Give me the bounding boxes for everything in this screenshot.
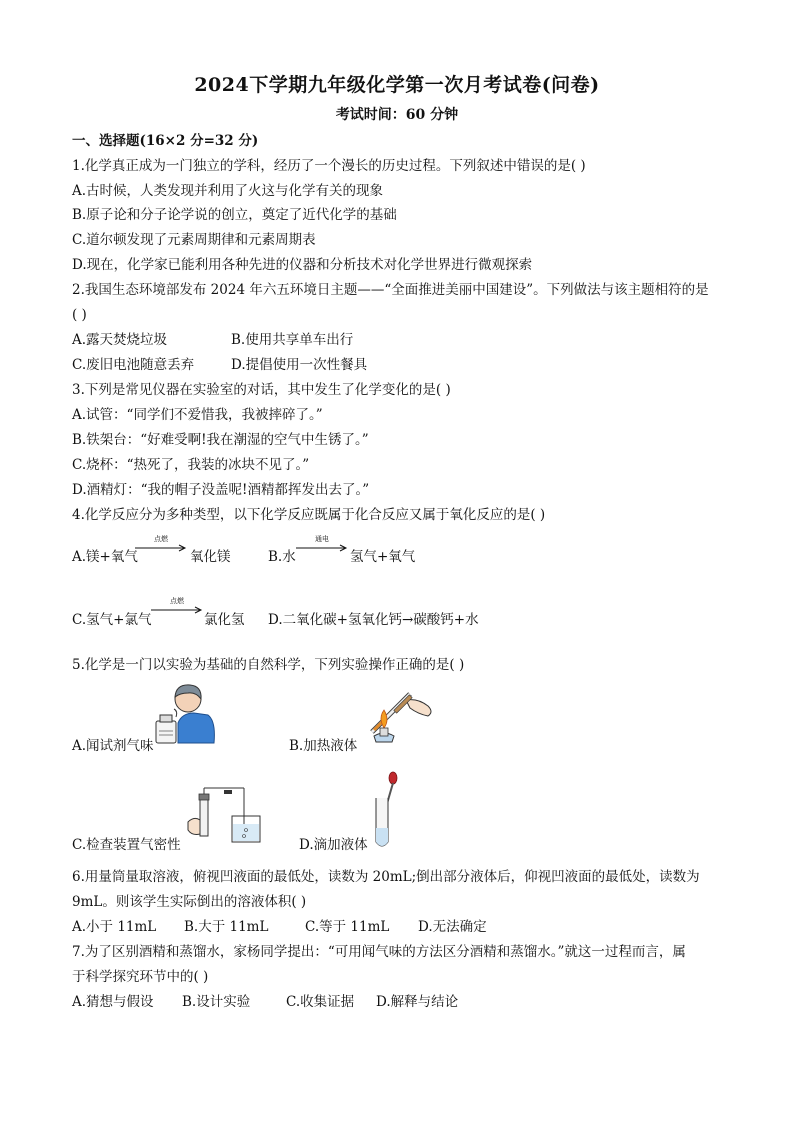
q6-option-b: B.大于 11mL	[184, 919, 269, 935]
q5-stem: 5.化学是一门以实验为基础的自然科学，下列实验操作正确的是( )	[72, 657, 465, 673]
q7-stem: 7.为了区别酒精和蒸馏水，家杨同学提出：“可用闻气味的方法区分酒精和蒸馏水。”就这一过程而言，属	[72, 944, 686, 960]
q7-option-b: B.设计实验	[182, 994, 251, 1010]
q4-option-a-product: 氧化镁	[190, 549, 231, 565]
q4-option-b-condition: 通电	[315, 535, 329, 543]
q4-option-b-products: 氢气+氧气	[350, 549, 416, 565]
q1-option-d: D.现在，化学家已能利用各种先进的仪器和分析技术对化学世界进行微观探索	[72, 257, 533, 273]
q4-option-c-arrow	[151, 598, 203, 618]
section-heading: 一、选择题(16×2 分=32 分)	[72, 133, 259, 149]
q1-stem: 1.化学真正成为一门独立的学科，经历了一个漫长的历史过程。下列叙述中错误的是( )	[72, 158, 586, 174]
q3-stem: 3.下列是常见仪器在实验室的对话，其中发生了化学变化的是( )	[72, 382, 451, 398]
page-title: 2024下学期九年级化学第一次月考试卷(问卷)	[194, 74, 600, 96]
q5-option-b: B.加热液体	[289, 738, 358, 754]
q7-stem-cont: 于科学探究环节中的( )	[72, 969, 209, 985]
q4-option-b-arrow	[296, 536, 348, 556]
q7-option-a: A.猜想与假设	[72, 994, 154, 1010]
q7-option-d: D.解释与结论	[376, 994, 459, 1010]
q3-option-c: C.烧杯：“热死了，我装的冰块不见了。”	[72, 457, 310, 473]
q2-option-a: A.露天焚烧垃圾	[72, 332, 168, 348]
q4-option-a-reactants: A.镁+氧气	[72, 549, 138, 565]
smelling-reagent-illustration	[152, 683, 216, 745]
q3-option-a: A.试管：“同学们不爱惜我，我被摔碎了。”	[72, 407, 323, 423]
q2-stem: 2.我国生态环境部发布 2024 年六五环境日主题——“全面推进美丽中国建设”。下列做法与该主题相符的是	[72, 282, 709, 298]
heating-liquid-illustration	[366, 688, 436, 746]
q6-stem: 6.用量筒量取溶液，俯视凹液面的最低处，读数为 20mL;倒出部分液体后，仰视凹液面的最低处，读数为	[72, 869, 700, 885]
q1-option-a: A.古时候，人类发现并利用了火这与化学有关的现象	[72, 183, 384, 199]
q2-option-c: C.废旧电池随意丢弃	[72, 357, 195, 373]
q6-stem-cont: 9mL。则该学生实际倒出的溶液体积( )	[72, 894, 307, 910]
q4-option-a-condition: 点燃	[154, 535, 168, 543]
reaction-arrow-icon	[296, 544, 348, 552]
exam-time: 考试时间：60 分钟	[335, 107, 459, 123]
q5-option-c: C.检查装置气密性	[72, 837, 181, 853]
q1-option-b: B.原子论和分子论学说的创立，奠定了近代化学的基础	[72, 207, 397, 223]
q5-option-a: A.闻试剂气味	[72, 738, 154, 754]
q7-option-c: C.收集证据	[286, 994, 355, 1010]
dropping-liquid-illustration	[372, 770, 402, 852]
q4-option-b-reactants: B.水	[268, 549, 296, 565]
q2-option-d: D.提倡使用一次性餐具	[231, 357, 368, 373]
q4-option-c-product: 氯化氢	[204, 612, 245, 628]
q4-option-c-reactants: C.氢气+氯气	[72, 612, 152, 628]
q3-option-b: B.铁架台：“好难受啊!我在潮湿的空气中生锈了。”	[72, 432, 369, 448]
q4-option-d: D.二氧化碳+氢氧化钙→碳酸钙+水	[268, 612, 479, 628]
q4-stem: 4.化学反应分为多种类型，以下化学反应既属于化合反应又属于氧化反应的是( )	[72, 507, 546, 523]
q6-option-d: D.无法确定	[418, 919, 487, 935]
q4-option-a-arrow	[135, 536, 187, 556]
q6-option-c: C.等于 11mL	[305, 919, 390, 935]
q6-option-a: A.小于 11mL	[72, 919, 157, 935]
q4-option-c-condition: 点燃	[170, 597, 184, 605]
airtightness-check-illustration	[184, 786, 266, 846]
q5-option-d: D.滴加液体	[299, 837, 368, 853]
reaction-arrow-icon	[151, 606, 203, 614]
q3-option-d: D.酒精灯：“我的帽子没盖呢!酒精都挥发出去了。”	[72, 482, 370, 498]
q2-stem-cont: ( )	[72, 307, 87, 323]
q1-option-c: C.道尔顿发现了元素周期律和元素周期表	[72, 232, 316, 248]
reaction-arrow-icon	[135, 544, 187, 552]
q2-option-b: B.使用共享单车出行	[231, 332, 354, 348]
